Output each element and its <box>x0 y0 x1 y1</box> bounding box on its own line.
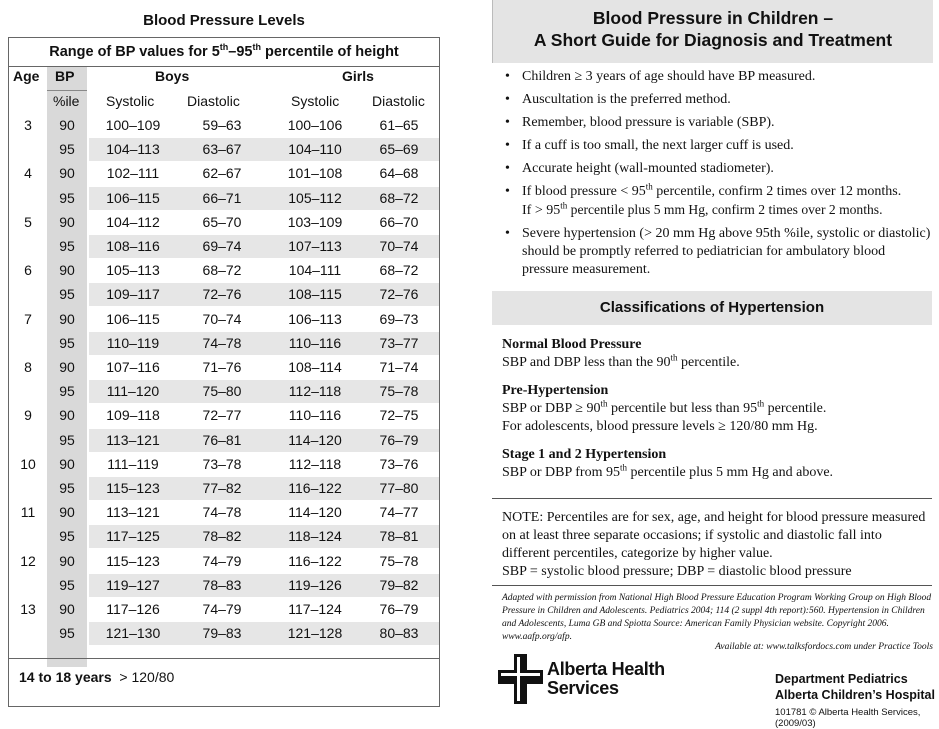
boys-systolic-cell: 104–113 <box>106 141 160 158</box>
age-cell: 4 <box>24 165 32 182</box>
table-row <box>9 308 439 331</box>
girls-systolic-cell: 112–118 <box>288 455 342 472</box>
girls-diastolic-cell: 72–76 <box>379 286 419 303</box>
boys-systolic-cell: 115–123 <box>106 480 160 496</box>
boys-systolic-cell: 119–127 <box>106 576 160 593</box>
boys-diastolic-cell: 72–76 <box>202 286 242 303</box>
girls-diastolic-cell: 70–74 <box>379 238 419 254</box>
stage-hypertension-title: Stage 1 and 2 Hypertension <box>502 447 667 462</box>
boys-diastolic-cell: 78–82 <box>202 528 242 545</box>
bp-percentile-cell: 90 <box>59 262 75 279</box>
boys-diastolic-cell: 66–71 <box>202 189 242 206</box>
table-row <box>9 211 439 234</box>
girls-diastolic-cell: 76–79 <box>379 431 419 448</box>
boys-systolic-cell: 109–117 <box>106 286 160 303</box>
range-header: Range of BP values for 5th–95th percentile of height <box>9 38 439 67</box>
boys-systolic-cell: 110–119 <box>106 334 160 351</box>
bp-table <box>8 37 440 707</box>
girls-systolic-cell: 100–106 <box>287 117 343 133</box>
girls-diastolic-cell: 72–75 <box>379 407 419 424</box>
girls-systolic-cell: 105–112 <box>288 189 342 206</box>
document-code: 101781 © Alberta Health Services, (2009/03) <box>775 707 921 729</box>
boys-diastolic-cell: 65–70 <box>202 213 242 230</box>
girls-diastolic-cell: 76–79 <box>379 601 419 617</box>
boys-systolic-cell: 115–123 <box>106 552 160 569</box>
bp-percentile-cell: 95 <box>59 576 75 593</box>
girls-systolic-cell: 117–124 <box>288 601 342 617</box>
boys-systolic-cell: 113–121 <box>106 431 160 448</box>
girls-systolic-cell: 114–120 <box>288 504 342 521</box>
classifications-title: Classifications of Hypertension <box>492 291 932 325</box>
bp-percentile-cell: 95 <box>59 141 75 158</box>
girls-diastolic-cell: 79–82 <box>379 576 419 593</box>
boys-systolic-cell: 121–130 <box>105 625 161 642</box>
boys-diastolic-cell: 77–82 <box>202 480 242 496</box>
normal-bp-title: Normal Blood Pressure <box>502 337 642 352</box>
note-rule-top <box>492 498 932 499</box>
prehypertension-title: Pre-Hypertension <box>502 383 609 398</box>
boys-diastolic-cell: 62–67 <box>202 165 242 182</box>
table-row <box>9 187 439 210</box>
bp-levels-title: Blood Pressure Levels <box>143 12 305 29</box>
table-row <box>9 525 439 548</box>
guidance-item: • Accurate height (wall-mounted stadiometer). <box>502 160 932 178</box>
boys-diastolic-cell: 74–78 <box>202 334 242 351</box>
bp-percentile-cell: 95 <box>59 189 75 206</box>
girls-systolic-cell: 107–113 <box>288 238 342 254</box>
bp-percentile-cell: 90 <box>59 407 75 424</box>
percentile-subheader: %ile <box>53 93 80 109</box>
girls-header: Girls <box>342 68 374 84</box>
table-row <box>9 404 439 427</box>
bp-percentile-cell: 95 <box>59 528 75 545</box>
normal-bp-text: SBP and DBP less than the 90th percentile. <box>502 352 740 370</box>
bp-percentile-cell: 95 <box>59 238 75 254</box>
note-text: NOTE: Percentiles are for sex, age, and height for blood pressure measured on at least three separate occasions; if systolic and diastolic fall into different percentiles, categorize by higher value. <box>502 510 926 561</box>
girls-systolic-cell: 116–122 <box>288 552 342 569</box>
table-bottom-rule <box>9 658 439 659</box>
girls-systolic-subheader: Systolic <box>291 93 340 109</box>
bp-percentile-cell: 90 <box>59 601 75 617</box>
table-row <box>9 598 439 621</box>
guidance-item: • Remember, blood pressure is variable (SBP). <box>502 114 932 132</box>
guide-title-box <box>492 0 933 63</box>
age-cell: 13 <box>20 601 36 617</box>
girls-systolic-cell: 118–124 <box>288 528 342 545</box>
girls-diastolic-cell: 73–77 <box>379 334 419 351</box>
boys-diastolic-cell: 68–72 <box>202 262 242 279</box>
boys-diastolic-cell: 78–83 <box>202 576 242 593</box>
table-row <box>9 622 439 645</box>
boys-systolic-cell: 104–112 <box>106 213 160 230</box>
bp-percentile-cell: 95 <box>59 286 75 303</box>
girls-systolic-cell: 112–118 <box>288 383 342 400</box>
boys-diastolic-cell: 79–83 <box>202 625 242 642</box>
header-divider <box>47 90 87 91</box>
girls-diastolic-cell: 66–70 <box>379 213 419 230</box>
table-row <box>9 332 439 355</box>
girls-systolic-cell: 104–110 <box>288 141 342 158</box>
boys-diastolic-cell: 73–78 <box>202 455 242 472</box>
age-header: Age <box>13 68 40 84</box>
girls-systolic-cell: 116–122 <box>288 480 342 496</box>
age-cell: 7 <box>24 310 32 327</box>
boys-diastolic-cell: 72–77 <box>202 407 242 424</box>
bp-header: BP <box>55 68 75 84</box>
bp-percentile-cell: 90 <box>59 552 75 569</box>
bp-percentile-cell: 90 <box>59 310 75 327</box>
table-row <box>9 429 439 452</box>
girls-diastolic-subheader: Diastolic <box>372 93 425 109</box>
table-row <box>9 356 439 379</box>
table-row <box>9 235 439 258</box>
guidance-item: • If blood pressure < 95th percentile, confirm 2 times over 12 months. If > 95th percentile plus 5 mm Hg, confirm 2 times over 2 months. <box>502 183 932 220</box>
boys-diastolic-cell: 71–76 <box>202 359 242 375</box>
girls-diastolic-cell: 61–65 <box>379 117 419 133</box>
boys-systolic-cell: 113–121 <box>106 504 160 521</box>
table-row <box>9 477 439 500</box>
boys-diastolic-cell: 69–74 <box>202 238 242 254</box>
note-rule-bottom <box>492 585 932 586</box>
alberta-health-services-logo-icon <box>498 654 543 704</box>
girls-systolic-cell: 121–128 <box>287 625 343 642</box>
girls-systolic-cell: 106–113 <box>288 310 342 327</box>
boys-systolic-cell: 105–113 <box>106 262 160 279</box>
girls-diastolic-cell: 80–83 <box>379 625 419 642</box>
bp-percentile-cell: 90 <box>59 504 75 521</box>
bp-percentile-cell: 95 <box>59 334 75 351</box>
boys-diastolic-cell: 74–78 <box>202 504 242 521</box>
girls-diastolic-cell: 65–69 <box>379 141 419 158</box>
prehypertension-text: SBP or DBP ≥ 90th percentile but less than 95th percentile. <box>502 398 827 416</box>
girls-diastolic-cell: 71–74 <box>379 359 419 375</box>
boys-diastolic-cell: 74–79 <box>202 601 242 617</box>
table-row <box>9 574 439 597</box>
bp-percentile-cell: 90 <box>59 165 75 182</box>
bp-percentile-cell: 90 <box>59 117 75 133</box>
boys-systolic-cell: 108–116 <box>106 238 160 254</box>
girls-diastolic-cell: 69–73 <box>379 310 419 327</box>
boys-diastolic-cell: 76–81 <box>202 431 242 448</box>
age-cell: 8 <box>24 359 32 375</box>
guide-title-line2: A Short Guide for Diagnosis and Treatment <box>533 30 893 50</box>
guidance-list <box>502 68 932 284</box>
bp-percentile-cell: 95 <box>59 480 75 496</box>
prehypertension-adolescent: For adolescents, blood pressure levels ≥ 120/80 mm Hg. <box>502 419 818 434</box>
table-row <box>9 501 439 524</box>
boys-systolic-cell: 117–126 <box>106 601 160 617</box>
boys-diastolic-cell: 74–79 <box>202 552 242 569</box>
bp-percentile-cell: 95 <box>59 383 75 400</box>
boys-systolic-cell: 106–115 <box>106 189 160 206</box>
girls-diastolic-cell: 77–80 <box>379 480 419 496</box>
age-cell: 6 <box>24 262 32 279</box>
normal-bp-section <box>502 336 932 372</box>
citation: Adapted with permission from National High Blood Pressure Education Program Working Group on High Blood Pressure in Children and Adolescents. Pediatrics 2004; 114 (2 suppl 4th report):560. Hypertension in Children and Adolescents, Luma GB and Spiotta Source: American Family Physician website. Copyright 2006. www.aafp.org/afp. <box>502 593 932 642</box>
girls-systolic-cell: 110–116 <box>288 407 342 424</box>
girls-systolic-cell: 108–114 <box>288 359 342 375</box>
guide-panel <box>492 0 939 729</box>
note <box>502 509 932 581</box>
table-row <box>9 550 439 573</box>
age-cell: 11 <box>20 504 36 521</box>
stage-hypertension-section <box>502 446 932 482</box>
boys-diastolic-cell: 63–67 <box>202 141 242 158</box>
department-info: Department Pediatrics Alberta Children’s Hospital <box>775 672 935 702</box>
age-cell: 5 <box>24 213 32 230</box>
boys-systolic-cell: 100–109 <box>105 117 161 133</box>
girls-systolic-cell: 110–116 <box>288 334 342 351</box>
adolescent-threshold: 14 to 18 years > 120/80 <box>19 669 175 685</box>
guidance-item: • Severe hypertension (> 20 mm Hg above 95th %ile, systolic or diastolic) should be promptly referred to pediatrician for ambulatory blood pressure measurement. <box>502 225 932 279</box>
note-abbreviations: SBP = systolic blood pressure; DBP = diastolic blood pressure <box>502 564 852 579</box>
table-row <box>9 114 439 137</box>
bp-percentile-cell: 90 <box>59 213 75 230</box>
availability-note: Available at: www.talksfordocs.com under Practice Tools <box>715 642 933 652</box>
bp-percentile-cell: 95 <box>59 625 75 642</box>
bp-percentile-cell: 95 <box>59 431 75 448</box>
age-cell: 9 <box>24 407 32 424</box>
bp-levels-panel <box>4 0 444 720</box>
boys-systolic-cell: 111–120 <box>106 383 160 400</box>
table-row <box>9 138 439 161</box>
table-row <box>9 162 439 185</box>
girls-diastolic-cell: 73–76 <box>379 455 419 472</box>
girls-diastolic-cell: 68–72 <box>379 262 419 279</box>
prehypertension-section <box>502 382 932 436</box>
guidance-item: • Auscultation is the preferred method. <box>502 91 932 109</box>
girls-diastolic-cell: 64–68 <box>379 165 419 182</box>
age-cell: 10 <box>20 455 36 472</box>
girls-systolic-cell: 114–120 <box>288 431 342 448</box>
girls-diastolic-cell: 75–78 <box>379 552 419 569</box>
boys-systolic-cell: 117–125 <box>106 528 160 545</box>
stage-hypertension-text: SBP or DBP from 95th percentile plus 5 mm Hg and above. <box>502 462 834 480</box>
bp-percentile-cell: 90 <box>59 455 75 472</box>
guidance-item: • If a cuff is too small, the next larger cuff is used. <box>502 137 932 155</box>
guidance-item: • Children ≥ 3 years of age should have BP measured. <box>502 68 932 86</box>
girls-systolic-cell: 104–111 <box>288 262 342 279</box>
boys-systolic-cell: 111–119 <box>107 455 159 472</box>
table-row <box>9 283 439 306</box>
boys-systolic-cell: 109–118 <box>106 407 160 424</box>
girls-diastolic-cell: 74–77 <box>379 504 419 521</box>
boys-header: Boys <box>155 68 190 84</box>
table-row <box>9 453 439 476</box>
girls-systolic-cell: 103–109 <box>287 213 343 230</box>
girls-systolic-cell: 101–108 <box>287 165 343 182</box>
boys-systolic-subheader: Systolic <box>106 93 155 109</box>
boys-diastolic-cell: 70–74 <box>202 310 242 327</box>
boys-systolic-cell: 107–116 <box>106 359 160 375</box>
boys-diastolic-cell: 59–63 <box>202 117 242 133</box>
table-row <box>9 259 439 282</box>
boys-diastolic-cell: 75–80 <box>202 383 242 400</box>
girls-diastolic-cell: 78–81 <box>379 528 419 545</box>
girls-diastolic-cell: 68–72 <box>379 189 419 206</box>
guide-title-line1: Blood Pressure in Children – <box>592 8 834 28</box>
age-cell: 12 <box>20 552 36 569</box>
girls-diastolic-cell: 75–78 <box>379 383 419 400</box>
boys-systolic-cell: 106–115 <box>106 310 160 327</box>
girls-systolic-cell: 119–126 <box>288 576 342 593</box>
girls-systolic-cell: 108–115 <box>288 286 342 303</box>
bp-percentile-cell: 90 <box>59 359 75 375</box>
boys-diastolic-subheader: Diastolic <box>187 93 240 109</box>
table-row <box>9 380 439 403</box>
age-cell: 3 <box>24 117 32 133</box>
boys-systolic-cell: 102–111 <box>106 165 160 182</box>
organization-name: Alberta Health Services <box>547 659 665 698</box>
